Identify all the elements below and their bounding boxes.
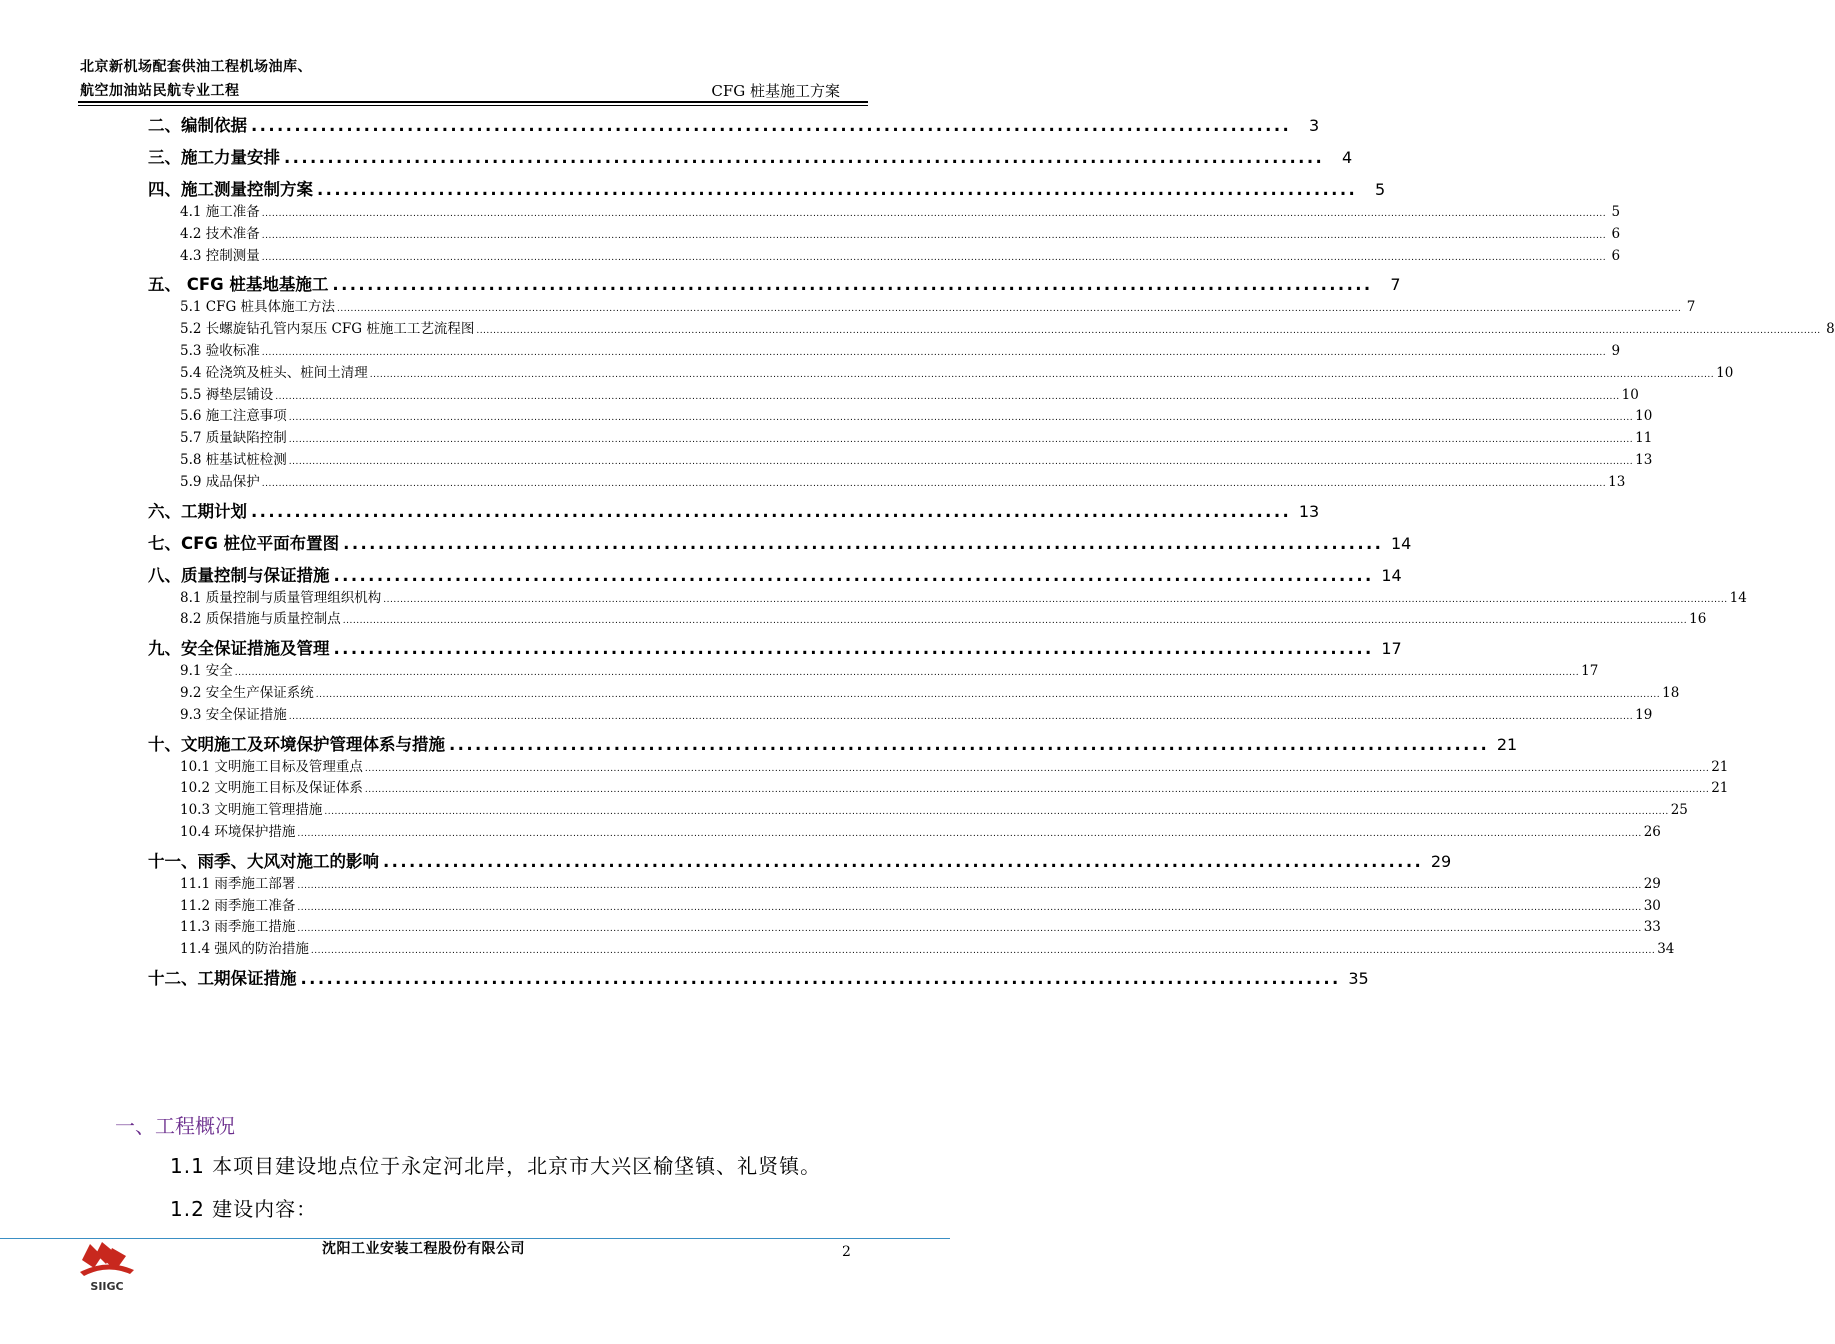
- toc-dot-leader: ................................................................................................................................................................................................................................................................................................................................................................................................................: [324, 807, 1669, 818]
- toc-entry-page: 10: [1621, 386, 1639, 403]
- toc-entry-page: 13: [1608, 473, 1626, 490]
- toc-dot-leader: ................................................................................................................................................................................................................................................................................................................................................................................................................: [369, 369, 1715, 380]
- toc-dot-leader: ................................................................................................................................................................................................................................................................................................................................................................................................................: [261, 478, 1607, 489]
- toc-entry[interactable]: [180, 872, 1661, 892]
- toc-entry-title: 5.2 长螺旋钻孔管内泵压 CFG 桩施工工艺流程图: [180, 321, 475, 338]
- toc-entry-title: 三、施工力量安排: [148, 148, 280, 167]
- toc-dot-leader: ................................................................................................................................................................................................................................................................................................................................................................................................................: [261, 252, 1607, 263]
- toc-entry-page: 14: [1381, 565, 1402, 585]
- toc-entry[interactable]: [180, 244, 1621, 264]
- toc-entry-page: 14: [1729, 589, 1747, 606]
- toc-entry[interactable]: [180, 659, 1599, 680]
- toc-entry-page: 3: [1308, 116, 1320, 135]
- toc-dot-leader: ........................................................................................................................: [251, 116, 1292, 135]
- toc-entry-page: 19: [1635, 706, 1653, 723]
- toc-entry[interactable]: [180, 339, 1621, 359]
- toc-entry[interactable]: [180, 404, 1653, 425]
- toc-dot-leader: ................................................................................................................................................................................................................................................................................................................................................................................................................: [288, 435, 1634, 446]
- toc-entry[interactable]: [180, 470, 1626, 490]
- toc-entry[interactable]: [180, 776, 1729, 797]
- toc-entry-title: 七、CFG 桩位平面布置图: [148, 533, 340, 553]
- toc-dot-leader: ........................................................................................................................: [317, 180, 1358, 199]
- toc-entry-page: 17: [1581, 663, 1599, 680]
- toc-entry-page: 10: [1635, 408, 1653, 425]
- toc-dot-leader: ........................................................................................................................: [333, 639, 1374, 659]
- toc-entry[interactable]: [148, 271, 1401, 295]
- toc-dot-leader: ................................................................................................................................................................................................................................................................................................................................................................................................................: [383, 594, 1728, 605]
- toc-entry-title: 11.2 雨季施工准备: [180, 897, 296, 914]
- toc-entry-page: 16: [1689, 611, 1707, 628]
- toc-entry-title: 五、 CFG 桩基地基施工: [148, 275, 329, 295]
- toc-entry[interactable]: [148, 731, 1518, 755]
- toc-dot-leader: ........................................................................................................................: [343, 533, 1384, 553]
- toc-entry-title: 八、质量控制与保证措施: [148, 565, 330, 585]
- toc-entry-title: 4.2 技术准备: [180, 225, 260, 242]
- toc-entry-page: 29: [1643, 875, 1661, 892]
- toc-dot-leader: ................................................................................................................................................................................................................................................................................................................................................................................................................: [234, 668, 1580, 679]
- toc-entry-page: 11: [1635, 430, 1653, 447]
- toc-entry[interactable]: [180, 915, 1661, 936]
- toc-entry-title: 二、编制依据: [148, 116, 247, 135]
- toc-dot-leader: ................................................................................................................................................................................................................................................................................................................................................................................................................: [337, 304, 1682, 315]
- toc-entry[interactable]: [148, 562, 1402, 586]
- toc-entry-title: 9.2 安全生产保证系统: [180, 685, 314, 701]
- toc-entry-page: 13: [1298, 501, 1320, 521]
- toc-entry-title: 十二、工期保证措施: [148, 969, 297, 988]
- toc-entry-title: 5.8 桩基试桩检测: [180, 452, 287, 468]
- toc-entry-page: 9: [1611, 343, 1621, 359]
- toc-dot-leader: ................................................................................................................................................................................................................................................................................................................................................................................................................: [315, 690, 1661, 700]
- toc-entry-page: 4: [1341, 148, 1353, 167]
- header-line-1: 北京新机场配套供油工程机场油库、: [80, 59, 312, 75]
- toc-dot-leader: ........................................................................................................................: [300, 969, 1341, 988]
- toc-entry-page: 26: [1643, 824, 1661, 840]
- toc-entry-title: 8.2 质保措施与质量控制点: [180, 611, 341, 628]
- toc-entry-page: 21: [1496, 734, 1518, 754]
- toc-entry-page: 34: [1657, 941, 1675, 958]
- toc-entry-title: 11.1 雨季施工部署: [180, 875, 296, 892]
- toc-entry-page: 33: [1643, 919, 1661, 936]
- toc-entry-title: 4.1 施工准备: [180, 204, 260, 220]
- toc-entry-page: 21: [1711, 780, 1729, 797]
- toc-entry-title: 5.5 褥垫层铺设: [180, 386, 274, 403]
- toc-dot-leader: ................................................................................................................................................................................................................................................................................................................................................................................................................: [297, 880, 1642, 891]
- toc-entry-title: 10.4 环境保护措施: [180, 824, 296, 840]
- toc-entry-title: 11.3 雨季施工措施: [180, 919, 296, 936]
- toc-entry-title: 8.1 质量控制与质量管理组织机构: [180, 589, 382, 606]
- header-line-2: 航空加油站民航专业工程: [80, 83, 240, 99]
- section-heading: 一、工程概况: [115, 1114, 235, 1138]
- toc-dot-leader: ................................................................................................................................................................................................................................................................................................................................................................................................................: [310, 946, 1656, 957]
- toc-entry-title: 10.2 文明施工目标及保证体系: [180, 780, 363, 797]
- toc-entry[interactable]: [180, 317, 1835, 338]
- toc-entry-page: 5: [1611, 204, 1621, 220]
- toc-entry-title: 十、文明施工及环境保护管理体系与措施: [148, 734, 445, 754]
- toc-dot-leader: ................................................................................................................................................................................................................................................................................................................................................................................................................: [297, 829, 1642, 839]
- toc-entry[interactable]: [148, 635, 1402, 659]
- toc-entry-title: 9.3 安全保证措施: [180, 706, 287, 723]
- toc-entry-title: 六、工期计划: [148, 501, 247, 521]
- toc-entry-title: 九、安全保证措施及管理: [148, 639, 330, 659]
- toc-entry-page: 6: [1611, 225, 1621, 242]
- company-logo-icon: [72, 1238, 142, 1294]
- toc-dot-leader: ........................................................................................................................: [332, 275, 1373, 295]
- toc-entry-page: 18: [1662, 685, 1680, 701]
- paragraph-1-1: 1.1 本项目建设地点位于永定河北岸，北京市大兴区榆垡镇、礼贤镇。: [170, 1154, 822, 1178]
- toc-dot-leader: ........................................................................................................................: [449, 734, 1490, 754]
- toc-dot-leader: ................................................................................................................................................................................................................................................................................................................................................................................................................: [288, 711, 1634, 722]
- toc-entry-page: 21: [1711, 758, 1729, 775]
- toc-entry-page: 17: [1381, 639, 1402, 659]
- toc-entry-title: 4.3 控制测量: [180, 247, 260, 264]
- toc-entry[interactable]: [148, 848, 1452, 872]
- toc-entry-title: 10.3 文明施工管理措施: [180, 802, 323, 819]
- header-doc-title: CFG 桩基施工方案: [711, 82, 840, 100]
- toc-entry[interactable]: [180, 200, 1621, 220]
- toc-entry[interactable]: [148, 498, 1320, 522]
- toc-entry[interactable]: [180, 820, 1661, 840]
- toc-dot-leader: ........................................................................................................................: [333, 565, 1374, 585]
- toc-entry-title: 11.4 强风的防治措施: [180, 941, 309, 958]
- toc-dot-leader: ................................................................................................................................................................................................................................................................................................................................................................................................................: [275, 391, 1620, 402]
- toc-entry-title: 5.6 施工注意事项: [180, 408, 287, 425]
- toc-dot-leader: ................................................................................................................................................................................................................................................................................................................................................................................................................: [261, 209, 1607, 219]
- toc-dot-leader: ................................................................................................................................................................................................................................................................................................................................................................................................................: [288, 413, 1634, 424]
- toc-entry[interactable]: [148, 530, 1412, 554]
- toc-dot-leader: ........................................................................................................................: [251, 501, 1292, 521]
- toc-entry[interactable]: [180, 798, 1688, 819]
- toc-entry-page: 7: [1390, 275, 1401, 295]
- header-rule-thin: [78, 105, 868, 106]
- footer-company-name: 沈阳工业安装工程股份有限公司: [322, 1241, 525, 1257]
- header-rule-thick: [78, 101, 868, 103]
- toc-entry-title: 十一、雨季、大风对施工的影响: [148, 851, 379, 871]
- toc-dot-leader: ................................................................................................................................................................................................................................................................................................................................................................................................................: [342, 616, 1688, 627]
- toc-dot-leader: ................................................................................................................................................................................................................................................................................................................................................................................................................: [288, 457, 1634, 467]
- toc-entry-page: 8: [1826, 321, 1835, 338]
- toc-entry[interactable]: [180, 937, 1675, 958]
- toc-entry-page: 29: [1430, 851, 1452, 871]
- toc-entry[interactable]: [180, 222, 1621, 242]
- toc-entry-page: 6: [1611, 247, 1621, 264]
- toc-dot-leader: ................................................................................................................................................................................................................................................................................................................................................................................................................: [364, 785, 1710, 796]
- toc-entry-page: 35: [1348, 969, 1369, 988]
- toc-entry[interactable]: [148, 112, 1320, 136]
- toc-entry-title: 5.4 砼浇筑及桩头、桩间土清理: [180, 364, 368, 381]
- toc-entry-title: 四、施工测量控制方案: [148, 180, 313, 199]
- toc-entry-title: 5.1 CFG 桩具体施工方法: [180, 299, 336, 316]
- toc-dot-leader: ................................................................................................................................................................................................................................................................................................................................................................................................................: [261, 230, 1607, 241]
- toc-entry[interactable]: [148, 144, 1353, 168]
- toc-entry[interactable]: [180, 448, 1653, 468]
- toc-entry[interactable]: [180, 586, 1747, 606]
- toc-entry[interactable]: [180, 361, 1734, 381]
- toc-dot-leader: ................................................................................................................................................................................................................................................................................................................................................................................................................: [476, 326, 1821, 337]
- toc-entry[interactable]: [180, 295, 1696, 316]
- toc-entry[interactable]: [180, 607, 1707, 628]
- toc-entry-title: 10.1 文明施工目标及管理重点: [180, 758, 363, 775]
- toc-entry-page: 10: [1716, 364, 1734, 381]
- toc-entry[interactable]: [180, 383, 1639, 403]
- toc-entry[interactable]: [180, 703, 1653, 723]
- toc-entry-title: 5.3 验收标准: [180, 343, 260, 359]
- toc-entry[interactable]: [180, 755, 1729, 775]
- toc-dot-leader: ................................................................................................................................................................................................................................................................................................................................................................................................................: [297, 902, 1642, 913]
- toc-entry[interactable]: [180, 681, 1680, 701]
- toc-dot-leader: ........................................................................................................................: [383, 851, 1424, 871]
- toc-entry[interactable]: [148, 176, 1386, 200]
- footer-page-number: 2: [842, 1244, 851, 1260]
- toc-dot-leader: ................................................................................................................................................................................................................................................................................................................................................................................................................: [261, 348, 1607, 358]
- toc-dot-leader: ........................................................................................................................: [284, 148, 1325, 167]
- toc-entry[interactable]: [180, 894, 1661, 914]
- toc-dot-leader: ................................................................................................................................................................................................................................................................................................................................................................................................................: [297, 924, 1642, 935]
- toc-entry-page: 7: [1686, 299, 1696, 316]
- paragraph-1-2: 1.2 建设内容：: [170, 1197, 318, 1221]
- toc-entry-page: 25: [1670, 802, 1688, 819]
- toc-entry-page: 30: [1643, 897, 1661, 914]
- toc-dot-leader: ................................................................................................................................................................................................................................................................................................................................................................................................................: [364, 763, 1710, 774]
- toc-entry-page: 5: [1374, 180, 1386, 199]
- toc-entry-title: 9.1 安全: [180, 663, 233, 680]
- toc-entry-page: 14: [1390, 533, 1412, 553]
- toc-entry-page: 13: [1635, 452, 1653, 468]
- toc-entry[interactable]: [148, 965, 1369, 989]
- toc-entry-title: 5.9 成品保护: [180, 473, 260, 490]
- toc-entry-title: 5.7 质量缺陷控制: [180, 430, 287, 447]
- logo-text: SIIGC: [90, 1280, 124, 1293]
- toc-entry[interactable]: [180, 426, 1653, 447]
